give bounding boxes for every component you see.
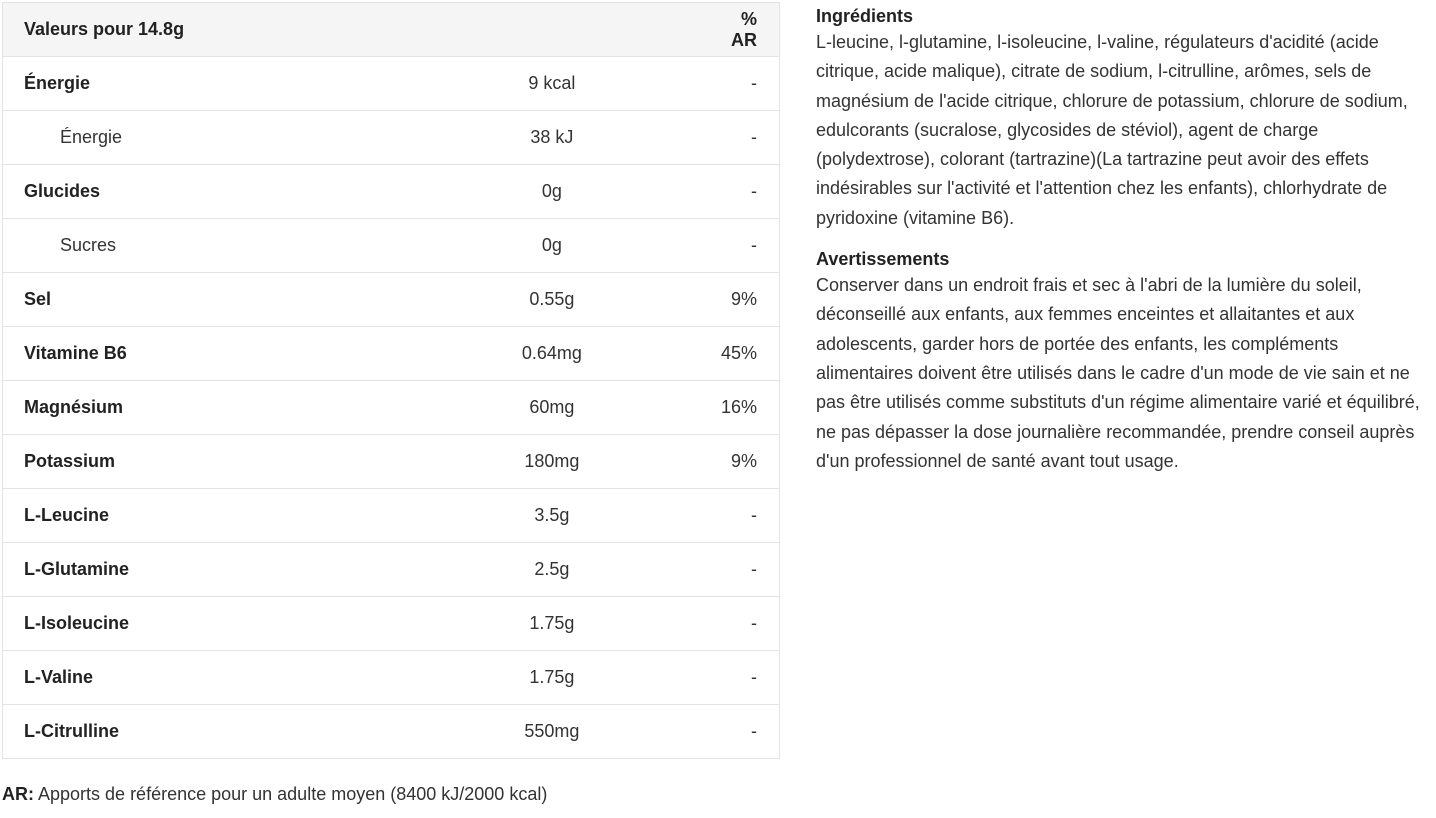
- ingredients-section: [816, 4, 1432, 233]
- nutrient-name: Potassium: [3, 435, 383, 489]
- nutrient-name: L-Isoleucine: [3, 597, 383, 651]
- nutrient-ar-percent: -: [721, 489, 780, 543]
- table-row: [3, 705, 780, 759]
- table-row: [3, 111, 780, 165]
- ar-footnote: [2, 784, 547, 805]
- nutrient-ar-percent: -: [721, 165, 780, 219]
- ar-footnote-text: Apports de référence pour un adulte moyen (8400 kJ/2000 kcal): [34, 784, 548, 804]
- table-row: [3, 489, 780, 543]
- table-row: [3, 597, 780, 651]
- nutrient-value: 0.55g: [383, 273, 721, 327]
- table-row: [3, 273, 780, 327]
- nutrient-name: Énergie: [3, 57, 383, 111]
- nutrient-ar-percent: 9%: [721, 435, 780, 489]
- nutrient-name: Magnésium: [3, 381, 383, 435]
- header-ar-label: % AR: [721, 3, 780, 57]
- nutrient-value: 0g: [383, 219, 721, 273]
- nutrient-ar-percent: -: [721, 705, 780, 759]
- table-row: [3, 435, 780, 489]
- nutrient-ar-percent: 45%: [721, 327, 780, 381]
- nutrient-name: Sel: [3, 273, 383, 327]
- nutrient-ar-percent: -: [721, 651, 780, 705]
- nutrient-ar-percent: -: [721, 111, 780, 165]
- header-value-label: [383, 3, 721, 57]
- nutrient-value: 0g: [383, 165, 721, 219]
- nutrient-name: Sucres: [3, 219, 383, 273]
- nutrient-value: 1.75g: [383, 651, 721, 705]
- nutrient-value: 2.5g: [383, 543, 721, 597]
- table-row: [3, 651, 780, 705]
- table-row: [3, 381, 780, 435]
- nutrient-value: 1.75g: [383, 597, 721, 651]
- product-info-panel: [816, 4, 1432, 476]
- nutrient-ar-percent: -: [721, 543, 780, 597]
- warnings-text: Conserver dans un endroit frais et sec à l'abri de la lumière du soleil, déconseillé aux enfants, aux femmes enceintes et allaitantes et aux adolescents, garder hors de portée des enfants, les compléments alimentaires doivent être utilisés dans le cadre d'un mode de vie sain et ne pas être utilisés comme substituts d'un régime alimentaire varié et équilibré, ne pas dépasser la dose journalière recommandée, prendre conseil auprès d'un professionnel de santé avant tout usage.: [816, 275, 1420, 471]
- table-row: [3, 543, 780, 597]
- header-serving-label: Valeurs pour 14.8g: [3, 3, 383, 57]
- nutrient-value: 60mg: [383, 381, 721, 435]
- nutrient-ar-percent: 9%: [721, 273, 780, 327]
- nutrient-name: L-Leucine: [3, 489, 383, 543]
- ingredients-text: L-leucine, l-glutamine, l-isoleucine, l-valine, régulateurs d'acidité (acide citrique, acide malique), citrate de sodium, l-citrulline, arômes, sels de magnésium de l'acide citrique, chlorure de potassium, chlorure de sodium, edulcorants (sucralose, glycosides de stéviol), agent de charge (polydextrose), colorant (tartrazine)(La tartrazine peut avoir des effets indésirables sur l'activité et l'attention chez les enfants), chlorhydrate de pyridoxine (vitamine B6).: [816, 32, 1408, 228]
- nutrient-name: L-Glutamine: [3, 543, 383, 597]
- nutrition-table-body: [3, 57, 780, 759]
- nutrient-name: Glucides: [3, 165, 383, 219]
- nutrient-value: 180mg: [383, 435, 721, 489]
- ar-footnote-label: AR:: [2, 784, 34, 804]
- nutrient-name: L-Valine: [3, 651, 383, 705]
- nutrient-ar-percent: -: [721, 597, 780, 651]
- nutrient-value: 550mg: [383, 705, 721, 759]
- warnings-title: Avertissements: [816, 249, 950, 270]
- nutrient-name: L-Citrulline: [3, 705, 383, 759]
- nutrient-value: 9 kcal: [383, 57, 721, 111]
- nutrient-ar-percent: -: [721, 219, 780, 273]
- table-header-row: [3, 3, 780, 57]
- nutrient-ar-percent: 16%: [721, 381, 780, 435]
- nutrition-table: [2, 2, 780, 759]
- table-row: [3, 219, 780, 273]
- warnings-section: [816, 247, 1432, 476]
- nutrient-ar-percent: -: [721, 57, 780, 111]
- nutrient-value: 38 kJ: [383, 111, 721, 165]
- table-row: [3, 165, 780, 219]
- nutrient-value: 3.5g: [383, 489, 721, 543]
- nutrient-name: Énergie: [3, 111, 383, 165]
- table-row: [3, 327, 780, 381]
- nutrient-name: Vitamine B6: [3, 327, 383, 381]
- nutrient-value: 0.64mg: [383, 327, 721, 381]
- ingredients-title: Ingrédients: [816, 6, 914, 26]
- table-row: [3, 57, 780, 111]
